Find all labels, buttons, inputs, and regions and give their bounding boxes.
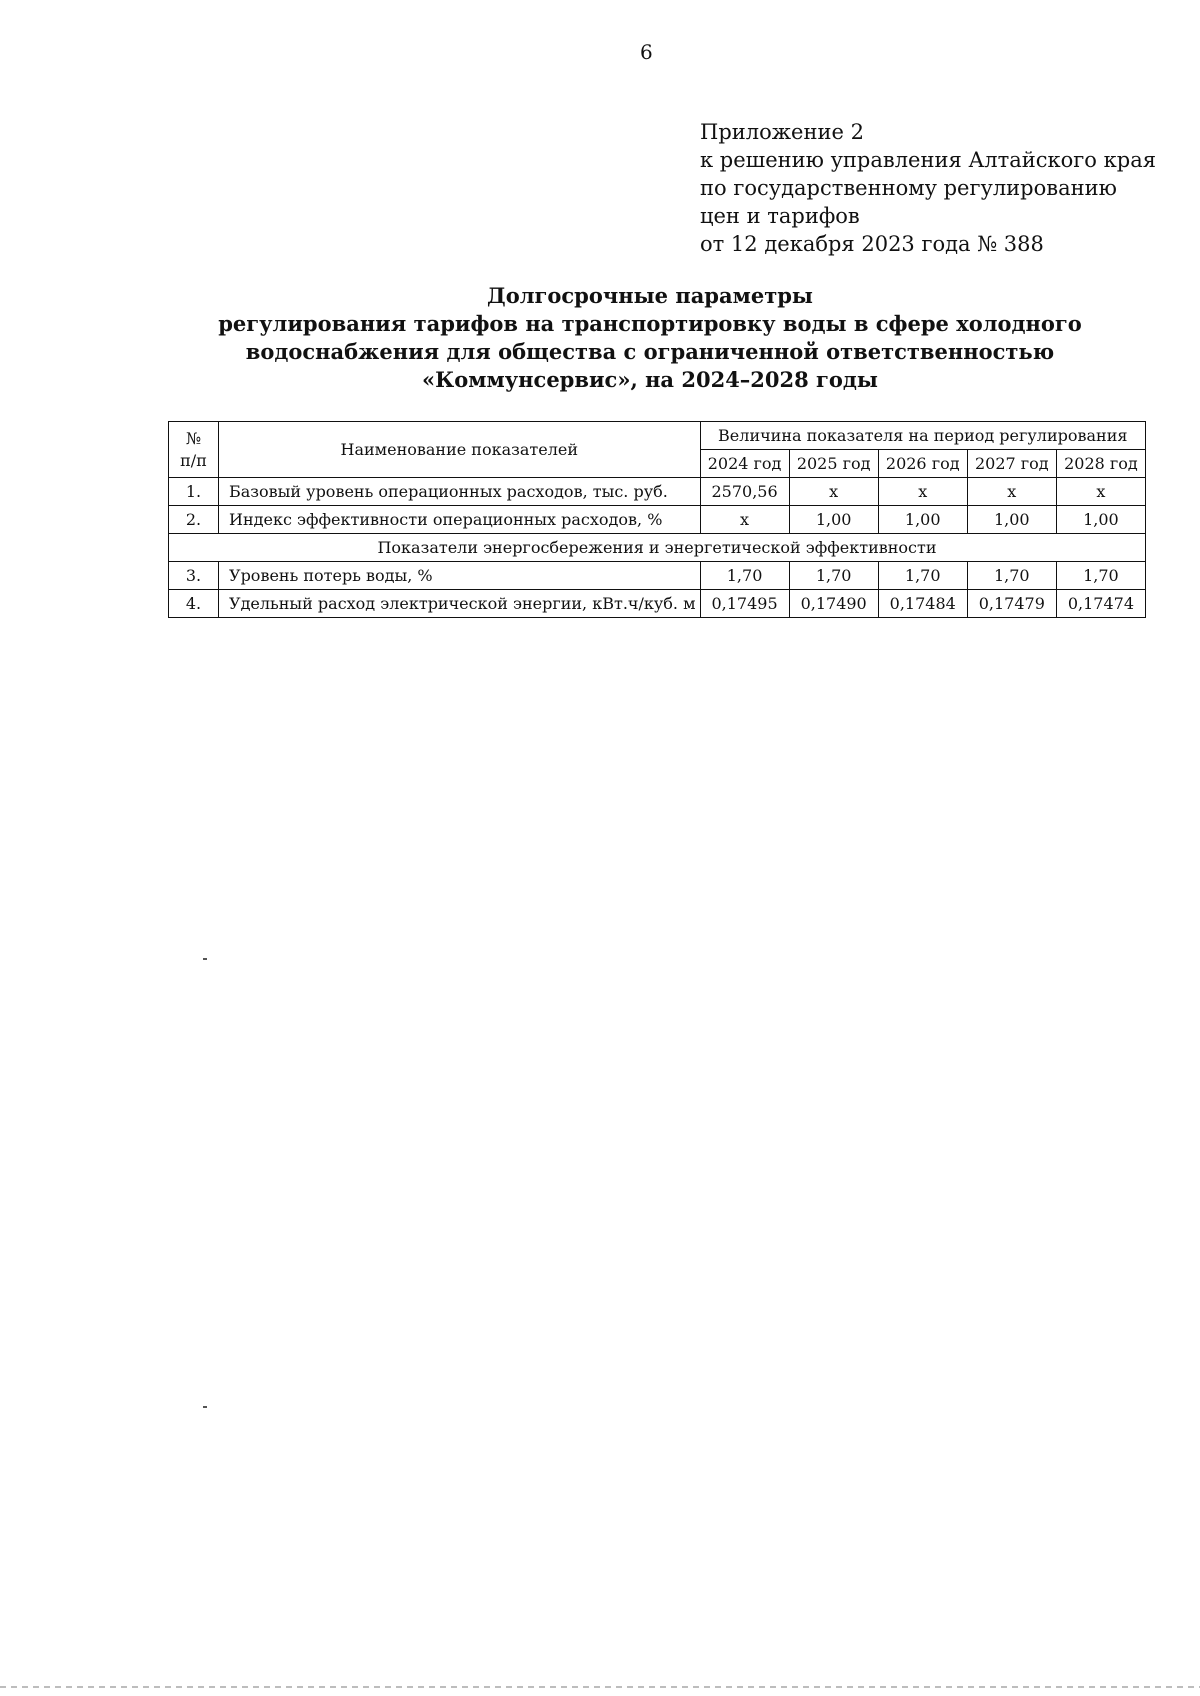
row-name: Индекс эффективности операционных расходов, % [219,506,701,534]
section-header-row [169,534,1146,562]
table-row [169,478,1146,506]
row-value: 1,70 [700,562,789,590]
header-num-line2: п/п [180,450,207,470]
row-value: 2570,56 [700,478,789,506]
row-num: 3. [169,562,219,590]
table-row [169,506,1146,534]
title-line: Долгосрочные параметры [487,283,813,308]
header-year: 2024 год [700,450,789,478]
row-value: х [700,506,789,534]
row-value: 0,17495 [700,590,789,618]
row-num: 2. [169,506,219,534]
row-value: 0,17490 [789,590,878,618]
title-line: регулирования тарифов на транспортировку воды в сфере холодного [218,311,1082,336]
scan-edge-artifact [0,1686,1200,1688]
row-value: х [789,478,878,506]
row-num: 1. [169,478,219,506]
title-line: водоснабжения для общества с ограниченной ответственностью [245,339,1055,364]
row-value: 1,00 [967,506,1056,534]
row-value: 1,00 [789,506,878,534]
header-num [169,422,219,478]
title-line: «Коммунсервис», на 2024–2028 годы [422,367,878,392]
scan-artifact [203,1406,207,1408]
row-num: 4. [169,590,219,618]
appendix-block [700,118,1156,258]
page-number: 6 [640,40,653,64]
row-value: 1,00 [878,506,967,534]
appendix-line: цен и тарифов [700,204,860,228]
header-year: 2028 год [1056,450,1145,478]
row-value: х [1056,478,1145,506]
row-value: х [878,478,967,506]
row-value: 1,70 [967,562,1056,590]
row-value: 0,17474 [1056,590,1145,618]
header-year: 2027 год [967,450,1056,478]
row-value: 0,17479 [967,590,1056,618]
parameters-table [168,421,1146,618]
row-value: 0,17484 [878,590,967,618]
header-num-line1: № [185,428,202,448]
document-title [100,282,1200,394]
row-name: Уровень потерь воды, % [219,562,701,590]
table-header-row [169,422,1146,450]
appendix-line: Приложение 2 [700,120,864,144]
table-row [169,562,1146,590]
appendix-line: по государственному регулированию [700,176,1117,200]
row-value: 1,70 [789,562,878,590]
row-value: 1,70 [1056,562,1145,590]
header-name: Наименование показателей [219,422,701,478]
header-year: 2026 год [878,450,967,478]
row-value: 1,70 [878,562,967,590]
header-year: 2025 год [789,450,878,478]
row-value: 1,00 [1056,506,1145,534]
header-period: Величина показателя на период регулирования [700,422,1145,450]
appendix-line: от 12 декабря 2023 года № 388 [700,232,1044,256]
table-row [169,590,1146,618]
scan-artifact [203,958,207,960]
row-name: Базовый уровень операционных расходов, тыс. руб. [219,478,701,506]
section-label: Показатели энергосбережения и энергетической эффективности [169,534,1146,562]
row-name: Удельный расход электрической энергии, кВт.ч/куб. м [219,590,701,618]
appendix-line: к решению управления Алтайского края [700,148,1156,172]
row-value: х [967,478,1056,506]
